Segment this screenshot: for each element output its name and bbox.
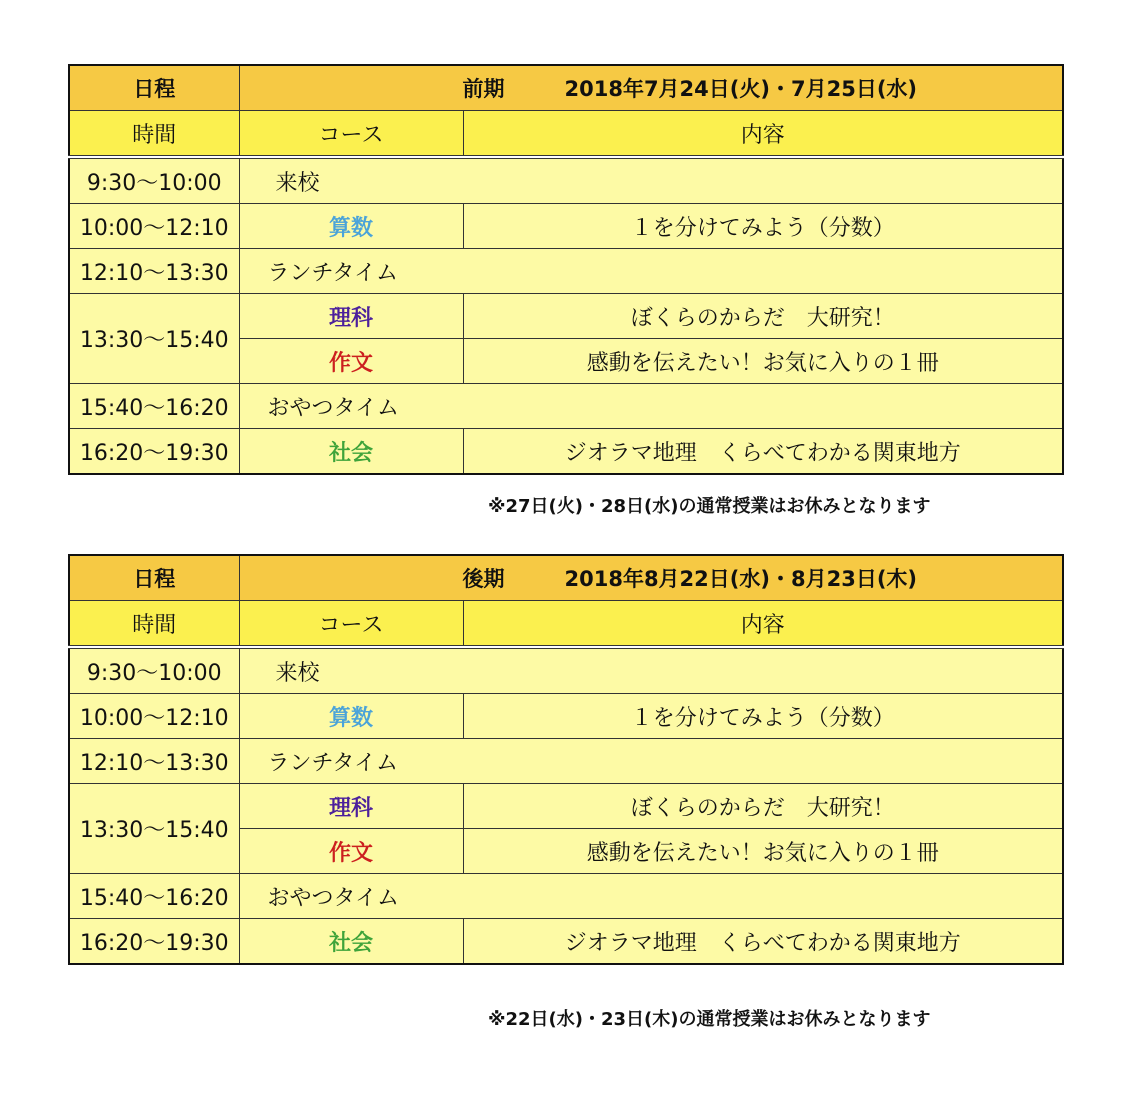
activity-label: おやつタイム (239, 384, 1063, 429)
activity-label: 来校 (239, 647, 1063, 694)
content-cell: ぼくらのからだ 大研究！ (463, 294, 1063, 339)
column-header-content: 内容 (463, 111, 1063, 158)
term-dates: 2018年7月24日(火)・7月25日(水) (564, 77, 918, 101)
term-name: 後期 (462, 567, 505, 591)
time-cell: 15:40〜16:20 (69, 874, 239, 919)
table-row (69, 157, 1063, 204)
schedule-label: 日程 (69, 555, 239, 601)
table-row (69, 784, 1063, 829)
term-header (239, 65, 1063, 111)
content-cell: １を分けてみよう（分数） (463, 694, 1063, 739)
time-cell: 16:20〜19:30 (69, 919, 239, 965)
time-cell: 10:00〜12:10 (69, 204, 239, 249)
schedule-table-first-term (68, 64, 1064, 475)
course-writing: 作文 (239, 339, 463, 384)
schedule-table-second-term (68, 554, 1064, 965)
course-social: 社会 (239, 919, 463, 965)
course-math: 算数 (239, 694, 463, 739)
activity-label: ランチタイム (239, 249, 1063, 294)
schedule-label: 日程 (69, 65, 239, 111)
course-writing: 作文 (239, 829, 463, 874)
time-cell: 10:00〜12:10 (69, 694, 239, 739)
course-social: 社会 (239, 429, 463, 475)
term-header (239, 555, 1063, 601)
time-cell: 9:30〜10:00 (69, 647, 239, 694)
table-row (69, 384, 1063, 429)
table-row (69, 429, 1063, 475)
table-row (69, 204, 1063, 249)
column-header-course: コース (239, 111, 463, 158)
content-cell: ぼくらのからだ 大研究！ (463, 784, 1063, 829)
column-header-content: 内容 (463, 601, 1063, 648)
term-name: 前期 (462, 77, 505, 101)
content-cell: ジオラマ地理 くらべてわかる関東地方 (463, 429, 1063, 475)
course-science: 理科 (239, 784, 463, 829)
table-row (69, 647, 1063, 694)
column-header-course: コース (239, 601, 463, 648)
content-cell: １を分けてみよう（分数） (463, 204, 1063, 249)
course-science: 理科 (239, 294, 463, 339)
table-row (69, 249, 1063, 294)
activity-label: 来校 (239, 157, 1063, 204)
time-cell: 9:30〜10:00 (69, 157, 239, 204)
column-header-time: 時間 (69, 601, 239, 648)
time-cell: 13:30〜15:40 (69, 294, 239, 384)
content-cell: ジオラマ地理 くらべてわかる関東地方 (463, 919, 1063, 965)
table-row (69, 694, 1063, 739)
holiday-note: ※22日(水)・23日(木)の通常授業はお休みとなります (488, 1009, 931, 1030)
time-cell: 15:40〜16:20 (69, 384, 239, 429)
holiday-note: ※27日(火)・28日(水)の通常授業はお休みとなります (488, 496, 931, 517)
table-row (69, 874, 1063, 919)
time-cell: 12:10〜13:30 (69, 739, 239, 784)
activity-label: ランチタイム (239, 739, 1063, 784)
table-row (69, 294, 1063, 339)
table-row (69, 919, 1063, 965)
content-cell: 感動を伝えたい！お気に入りの１冊 (463, 339, 1063, 384)
time-cell: 13:30〜15:40 (69, 784, 239, 874)
course-math: 算数 (239, 204, 463, 249)
table-row (69, 739, 1063, 784)
content-cell: 感動を伝えたい！お気に入りの１冊 (463, 829, 1063, 874)
term-dates: 2018年8月22日(水)・8月23日(木) (564, 567, 918, 591)
column-header-time: 時間 (69, 111, 239, 158)
time-cell: 16:20〜19:30 (69, 429, 239, 475)
time-cell: 12:10〜13:30 (69, 249, 239, 294)
activity-label: おやつタイム (239, 874, 1063, 919)
